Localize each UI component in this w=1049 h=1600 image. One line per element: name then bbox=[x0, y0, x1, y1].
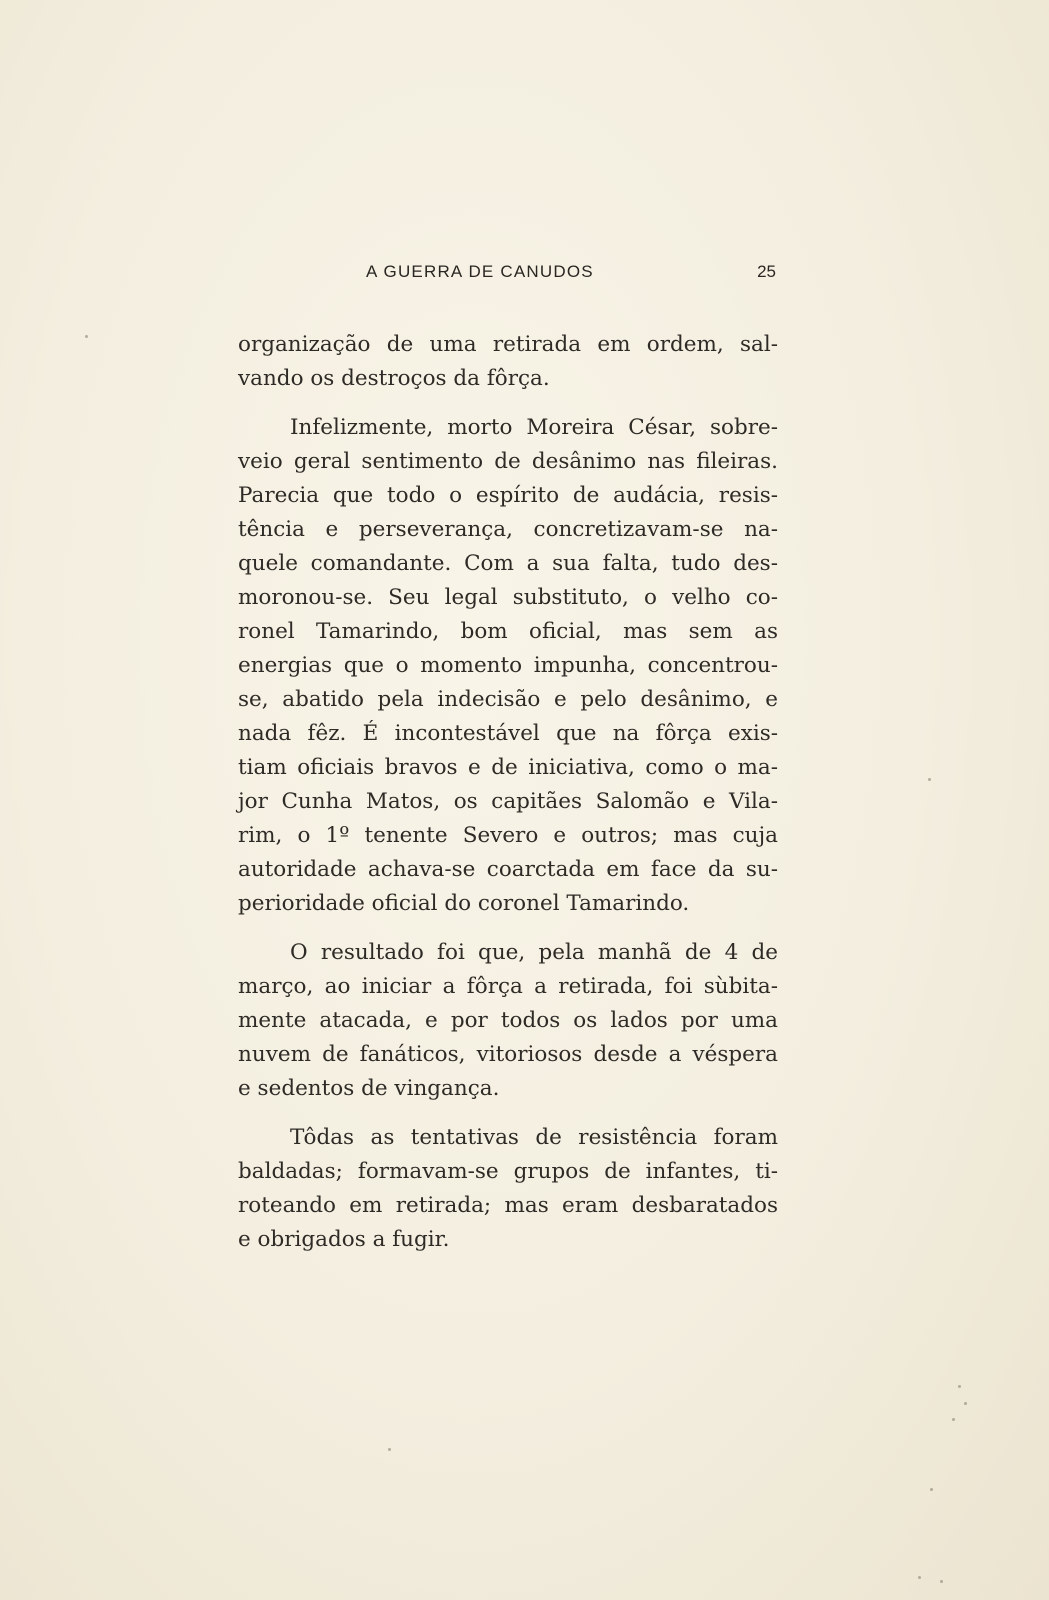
paragraph-4 bbox=[238, 1121, 778, 1257]
paper-speck bbox=[388, 1448, 391, 1451]
paragraph-2 bbox=[238, 411, 778, 921]
text-line: perioridade oficial do coronel Tamarindo. bbox=[238, 891, 690, 916]
paper-speck bbox=[928, 778, 931, 781]
text-line: Parecia que todo o espírito de audácia, resis- bbox=[238, 483, 778, 508]
text-line: organização de uma retirada em ordem, sal- bbox=[238, 332, 778, 357]
text-line: O resultado foi que, pela manhã de 4 de bbox=[290, 940, 778, 965]
running-head bbox=[238, 262, 778, 292]
page-number: 25 bbox=[757, 262, 776, 281]
text-line: quele comandante. Com a sua falta, tudo des- bbox=[238, 551, 778, 576]
text-line: março, ao iniciar a fôrça a retirada, foi sùbita- bbox=[238, 974, 778, 999]
text-line: Infelizmente, morto Moreira César, sobre- bbox=[290, 415, 778, 440]
paper-speck bbox=[964, 1402, 967, 1405]
text-line: mente atacada, e por todos os lados por uma bbox=[238, 1008, 778, 1033]
text-line: rim, o 1º tenente Severo e outros; mas cuja bbox=[238, 823, 778, 848]
text-line: e sedentos de vingança. bbox=[238, 1076, 500, 1101]
paper-speck bbox=[918, 1576, 921, 1579]
text-line: nada fêz. É incontestável que na fôrça exis- bbox=[238, 721, 778, 746]
paper-speck bbox=[952, 1418, 955, 1421]
text-line: se, abatido pela indecisão e pelo desânimo, e bbox=[238, 687, 778, 712]
text-line: veio geral sentimento de desânimo nas fileiras. bbox=[238, 449, 778, 474]
text-line: vando os destroços da fôrça. bbox=[238, 366, 550, 391]
text-line: moronou-se. Seu legal substituto, o velho co- bbox=[238, 585, 778, 610]
paper-speck bbox=[958, 1385, 961, 1388]
paragraph-1 bbox=[238, 328, 778, 396]
paper-speck bbox=[85, 335, 88, 338]
paper-speck bbox=[940, 1580, 943, 1583]
text-line: roteando em retirada; mas eram desbaratados bbox=[238, 1193, 778, 1218]
text-line: energias que o momento impunha, concentrou- bbox=[238, 653, 778, 678]
text-line: Tôdas as tentativas de resistência foram bbox=[290, 1125, 778, 1150]
text-line: tiam oficiais bravos e de iniciativa, como o ma- bbox=[238, 755, 778, 780]
text-line: ronel Tamarindo, bom oficial, mas sem as bbox=[238, 619, 778, 644]
text-line: jor Cunha Matos, os capitães Salomão e Vila- bbox=[238, 789, 778, 814]
body-text bbox=[238, 328, 778, 1257]
paragraph-3 bbox=[238, 936, 778, 1106]
text-line: baldadas; formavam-se grupos de infantes, ti- bbox=[238, 1159, 778, 1184]
text-line: autoridade achava-se coarctada em face da su- bbox=[238, 857, 778, 882]
book-title: A GUERRA DE CANUDOS bbox=[366, 262, 594, 281]
text-line: nuvem de fanáticos, vitoriosos desde a véspera bbox=[238, 1042, 778, 1067]
paper-speck bbox=[930, 1488, 933, 1491]
text-line: e obrigados a fugir. bbox=[238, 1227, 450, 1252]
text-line: tência e perseverança, concretizavam-se na- bbox=[238, 517, 778, 542]
